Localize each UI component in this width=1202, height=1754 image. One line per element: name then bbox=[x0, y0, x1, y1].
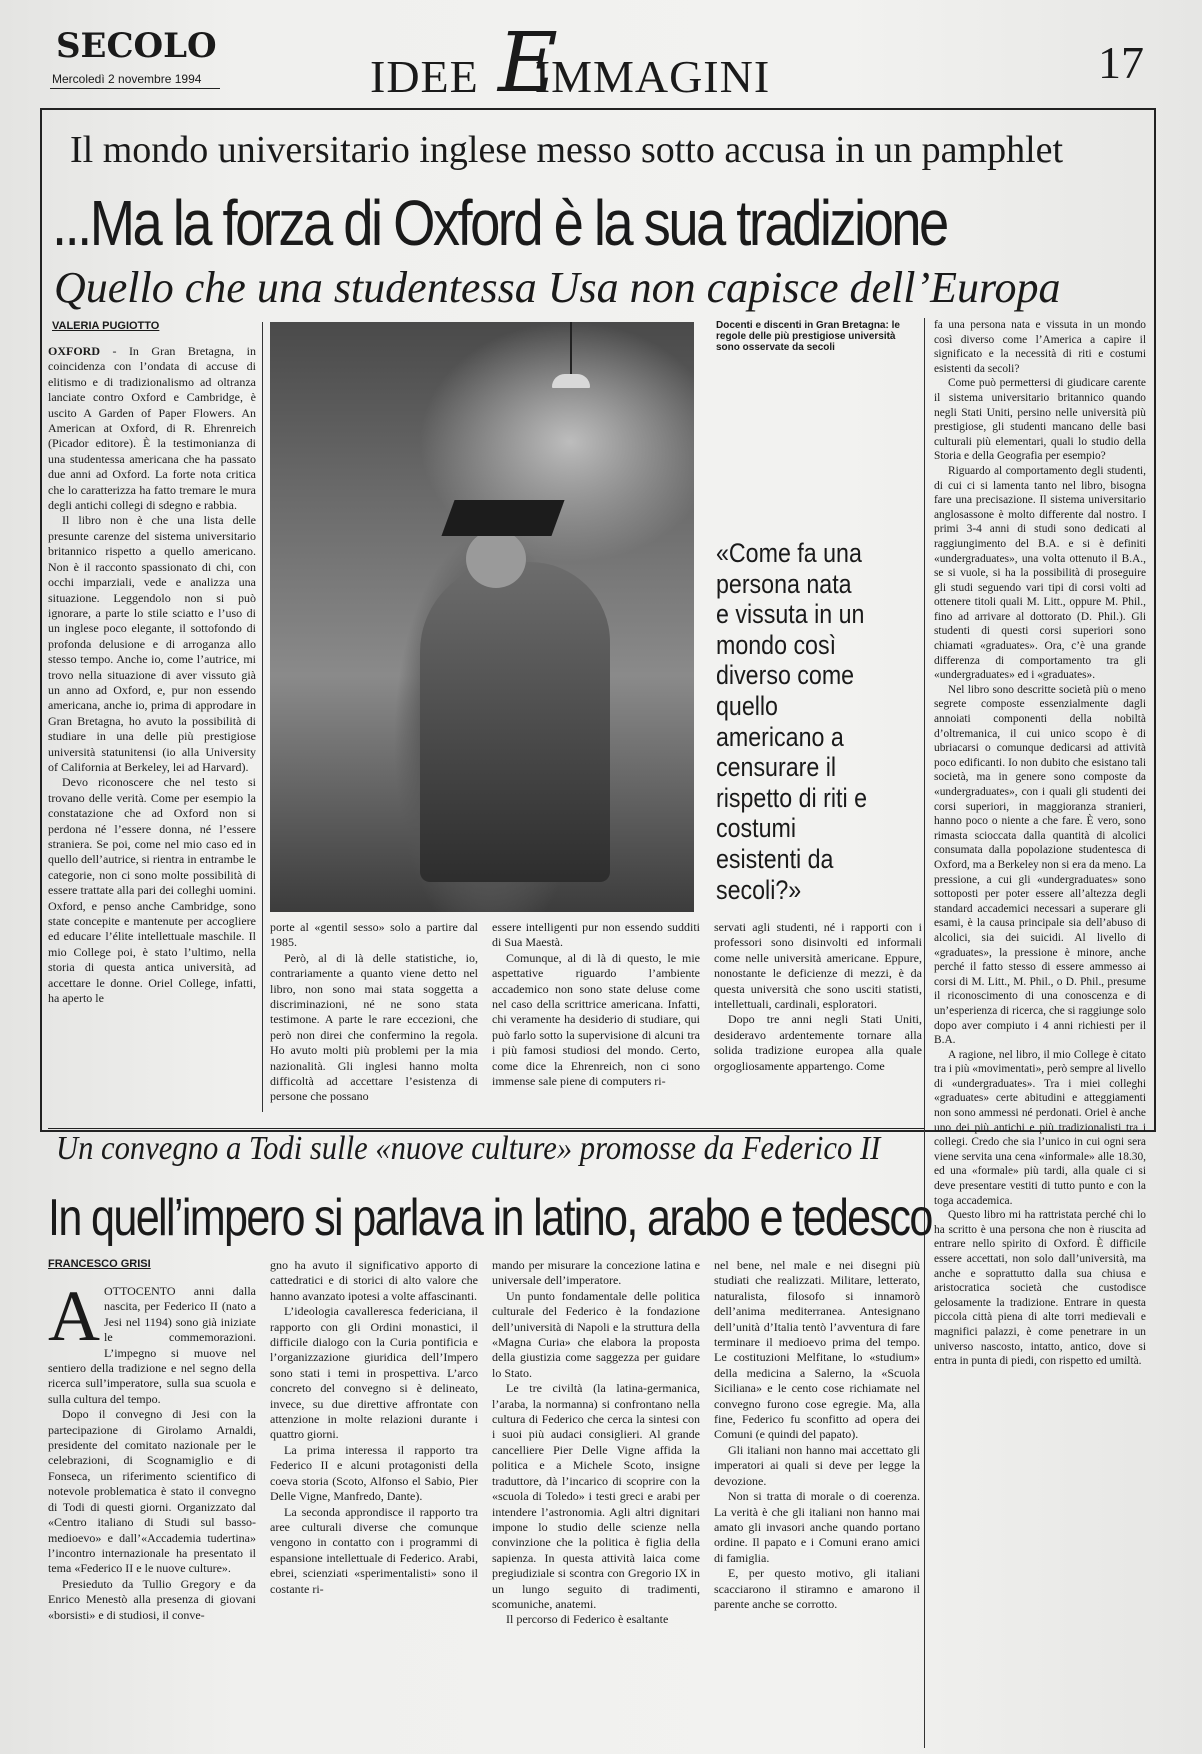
paragraph: Però, al di là delle statistiche, io, contrariamente a quanto viene detto nel libro, non sono mai stata soggetta a discriminazioni, né ne sono stata testimone. A parte le rare eccezioni, che però non direi che confermino la regola. Ho avuto molti più problemi per la mia nazionalità. Gli inglesi hanno molta difficoltà ad accettare l’esistenza di persone che possano bbox=[270, 950, 478, 1104]
article1-column-2 bbox=[270, 920, 478, 1106]
column-divider bbox=[262, 322, 263, 1112]
paragraph: OTTOCENTO anni dalla nascita, per Federico II (nato a Jesi nel 1194) sono già iniziate le commemorazioni. L’impegno si muove nel sentiero della tradizione e nel segno della ricerca sull’imperatore, sulla sua scuola e sulla cultura del tempo. bbox=[48, 1284, 256, 1406]
article1-photo bbox=[270, 322, 694, 912]
photo-lamp-cord bbox=[570, 322, 572, 376]
paragraph: mando per misurare la concezione latina e universale dell’imperatore. bbox=[492, 1258, 700, 1288]
paragraph: Nel libro sono descritte società più o meno segrete composte essenzialmente dagli annoiati componenti della nobiltà d’oltremanica, il cui unico scopo è di ubriacarsi o comunque dedicarsi ad attività poco edificanti. Io non dubito che esistano tali società, ma in genere sono composte da «undergraduates», con i quali gli studenti dei corsi superiori, in maggioranza stranieri, hanno poco o niente a che fare. È vero, sono rimasta scioccata dalla quantità di alcolici consumata dalla popolazione studentesca di Oxford, ma a Berkeley non si era da meno. La pressione, a cui gli «undergraduates» sono sottoposti per poter essere all’altezza degli standard accademici necessari a superare gli esami, è la causa principale sia dell’abuso di alcolici, sia dei suicidi. Al livello di «graduates», la pressione è minore, anche perché il fatto stesso di essere ammesso ai corsi di M. Litt., M. Phil., o D. Phil., presume il riconoscimento di una conoscenza e di un’esperienza di ricerca, che si raggiunge solo dopo aver compiuto i 4 anni richiesti per il B.A. bbox=[934, 683, 1146, 1047]
paragraph: porte al «gentil sesso» solo a partire dal 1985. bbox=[270, 920, 478, 950]
section-divider bbox=[48, 1128, 924, 1129]
paragraph: Il percorso di Federico è esaltante bbox=[506, 1612, 669, 1627]
paragraph: Riguardo al comportamento degli studenti, di cui ci si lamenta tanto nel libro, bisogna fare una precisazione. Il sistema universitario anglosassone è molto differente dal nostro. I primi 3-4 anni di studi sono dedicati al raggiungimento del B.A. e si è definiti «undergraduates», una volta ottenuto il B.A., se si vuole, si ha la possibilità di proseguire gli studi seguendo vari tipi di corsi volti ad ottenere titoli quali M. Litt., oppure M. Phil., fino ad arrivare al dottorato (D. Phil.). Gli studenti di questi corsi superiori sono chiamati «graduates». Ora, c’è una grande differenza di comportamento tra gli «undergraduates» ed i «graduates». bbox=[934, 464, 1146, 682]
section-script-initial: E bbox=[498, 16, 558, 111]
paragraph: La prima interessa il rapporto tra Federico II e alcuni protagonisti della coeva storia (Scoto, Alfonso el Sabio, Pier Delle Vigne, Manfredo, Dante). bbox=[270, 1442, 478, 1504]
article1-column-1 bbox=[48, 344, 256, 1104]
article1-pullquote: «Come fa una persona nata e vissuta in un mondo così diverso come quello americano a censurare il rispetto di riti e costumi esistenti da secoli?» bbox=[716, 538, 867, 905]
paragraph: E, per questo motivo, gli italiani scacciarono il stiramno e amarono il parente anche se corrotto. bbox=[714, 1566, 920, 1611]
photo-mortarboard bbox=[441, 500, 564, 536]
paragraph: Gli italiani non hanno mai accettato gli imperatori ai quali si deve per legge la devozione. bbox=[714, 1442, 920, 1488]
article2-column-2 bbox=[270, 1258, 478, 1746]
article2-column-3 bbox=[492, 1258, 700, 1746]
article2-column-4 bbox=[714, 1258, 920, 1746]
paragraph: nel bene, nel male e nei disegni più studiati che realizzati. Militare, letterato, naturalista, filosofo si innamorò dell’anima mediterranea. Antesignano dell’unità d’Italia tentò l’avventura di fare terminare il medioevo prima del tempo. Le costituzioni Melfitane, lo «studium» della medicina a Salerno, la «Scuola Siciliana» e le cento cose richiamate nel convegno furono cose egregie. Ma, alla fine, Federico fu sconfitto ad opera dei Comuni (e quindi del papato). bbox=[714, 1258, 920, 1442]
photo-figure-head bbox=[466, 530, 526, 588]
article2-kicker: Un convegno a Todi sulle «nuove culture» promosse da Federico II bbox=[56, 1130, 881, 1167]
article1-photo-caption: Docenti e discenti in Gran Bretagna: le regole delle più prestigiose università sono osservate da secoli bbox=[716, 320, 900, 353]
dateline: OXFORD bbox=[48, 344, 100, 358]
paragraph: essere intelligenti pur non essendo sudditi di Sua Maestà. bbox=[492, 920, 700, 950]
article1-subhead: Quello che una studentessa Usa non capisce dell’Europa bbox=[54, 263, 1061, 312]
paragraph: Questo libro mi ha rattristata perché chi lo ha scritto è una persona che non è riuscita ad entrare nello spirito di Oxford. È difficile essere accettati, non solo dall’università, ma anche e soprattutto dalla sua chiusa e aristocratica società che custodisce gelosamente la tradizione. Entrare in questa piccola città piena di alte torri medievali e magnifici palazzi, è come penetrare in un universo nascosto, intatto, antico, dove si entra in punta di piedi, con rispetto ed umiltà. bbox=[934, 1209, 1146, 1368]
paragraph: A ragione, nel libro, il mio College è citato tra i più «movimentati», però sempre al livello di «undergraduates». Tra i miei colleghi «graduates» certe abitudini e atteggiamenti non sono ammessi né perdonati. Oriel è anche uno dei più antichi e più tradizionalisti tra i collegi. Credo che sia l’unico in cui ogni sera viene servita una cena «informale» alle 18.30, ed una «formale» più tardi, alla quale ci si deve presentare vestiti di tutto punto e con la toga accademica. bbox=[934, 1048, 1146, 1207]
section-title bbox=[370, 50, 770, 103]
paragraph: Devo riconoscere che nel testo si trovano delle verità. Come per esempio la constatazione che ad Oxford non si perdona né l’essere donna, né l’essere straniera. Se poi, come nel mio caso ed in quello dell’autrice, si rientra in entrambe le categorie, non ci sono molte possibilità di essere trattate alla pari dei colleghi uomini. Oxford, e penso anche Cambridge, sono state concepite e mantenute per accogliere ed educare l’élite intellettuale maschile. Il mio College poi, è stato l’ultimo, nella storia di questa antica università, ad accettare le donne. Oriel College, infatti, ha aperto le bbox=[48, 775, 256, 1006]
article1-column-3 bbox=[492, 920, 700, 1106]
paragraph: Come può permettersi di giudicare carente il sistema universitario britannico quando negli Stati Uniti, persino nelle università più prestigiose, gli studenti mancano delle basi culturali più elementari, quali lo studio della Storia e della Geografia per esempio? bbox=[934, 377, 1146, 463]
issue-date: Mercoledì 2 novembre 1994 bbox=[52, 72, 202, 86]
article1-kicker: Il mondo universitario inglese messo sotto accusa in un pamphlet bbox=[70, 129, 1064, 171]
paragraph: La seconda approndisce il rapporto tra aree culturali diverse che comunque vengono in contatto con i programmi di espansione intellettuale di Federico. Arabi, ebrei, scienziati «sperimentalisti» sono il costante ri- bbox=[270, 1504, 478, 1596]
paragraph: L’ideologia cavalleresca federiciana, il rapporto con gli Ordini monastici, il difficile dialogo con la Curia pontificia e l’organizzazione giuridica dell’Impero sono stati i temi in prospettiva. L’arco concreto del convegno si è delineato, invece, su due direttive affrontate con attenzione in molte relazioni durante i quattro giorni. bbox=[270, 1304, 478, 1442]
column-divider bbox=[924, 318, 925, 1748]
photo-lampshade bbox=[552, 374, 590, 388]
paragraph: - In Gran Bretagna, in coincidenza con l’ondata di accuse di elitismo e di tradizionalismo ad oltranza lanciate contro Oxford e Cambridge, è uscito A Garden of Paper Flowers. An American at Oxford, di R. Ehrenreich (Picador editore). È la testimonianza di una studentessa americana che ha passato due anni ad Oxford. La forte nota critica che lo caratterizza ha fatto tremare le mura degli antichi collegi di sdegno e rabbia. bbox=[48, 344, 256, 513]
article1-column-4 bbox=[714, 920, 922, 1106]
article1-byline: VALERIA PUGIOTTO bbox=[52, 320, 160, 332]
article1-column-5 bbox=[934, 318, 1146, 1746]
paragraph: gno ha avuto il significativo apporto di cattedratici e di storici di alto valore che hanno avanzato ipotesi a volte affascinanti. bbox=[270, 1258, 478, 1303]
paragraph: fa una persona nata e vissuta in un mondo così diverso come l’America a capire il significato e la necessità di riti e costumi esistenti da secoli? bbox=[934, 319, 1146, 375]
paragraph: Dopo il convegno di Jesi con la partecipazione di Girolamo Arnaldi, presidente del comitato nazionale per le celebrazioni, di Scognamiglio e di Fonseca, un riferimento scientifico di notevole problematica è stato il convegno di Todi di questi giorni. Organizzato dal «Centro italiano di Studi sul basso-medioevo» e dall’«Accademia tudertina» l’incontro internazionale ha presentato il tema «Federico II e le nuove culture». bbox=[48, 1407, 256, 1576]
article2-byline: FRANCESCO GRISI bbox=[48, 1258, 151, 1270]
paragraph: Non si tratta di morale o di coerenza. La verità è che gli italiani non hanno mai amato gli invasori anche quando portano ordine. Il papato e i Comuni erano amici di famiglia. bbox=[714, 1489, 920, 1565]
newspaper-logo: SECOLO bbox=[56, 26, 217, 66]
section-title-left: IDEE bbox=[370, 51, 479, 102]
paragraph: Le tre civiltà (la latina-germanica, l’araba, la normanna) si confrontano nella cultura di Federico che cerca la sintesi con i suoi più audaci consiglieri. Al grande cancelliere Pier Delle Vigne affida la politica e a Michele Scoto, insigne traduttore, dà l’incarico di scoprire con la «scuola di Toledo» i testi greci e arabi per intendere l’astronomia. Agli altri dignitari impone lo studio delle scienze nella convinzione che la politica è figlia della sapienza. In questa attività laica come pregiudiziale si scontra con Gregorio IX in un lungo seguito di tradimenti, scomuniche, anatemi. bbox=[492, 1381, 700, 1611]
article1-headline: ...Ma la forza di Oxford è la sua tradizione bbox=[52, 187, 947, 259]
drop-cap: A bbox=[48, 1284, 100, 1356]
paragraph: Presieduto da Tullio Gregory e da Enrico Menestò alla presenza di giovani «borsisti» e di studiosi, il conve- bbox=[48, 1576, 256, 1622]
paragraph: servati agli studenti, né i rapporti con i professori sono disinvolti ed informali come nelle università americane. Eppure, nonostante le deficienze di mezzi, è da questa università che sono usciti statisti, intellettuali, cardinali, esploratori. bbox=[714, 920, 922, 1012]
article2-headline: In quell’impero si parlava in latino, arabo e tedesco bbox=[48, 1189, 932, 1247]
paragraph: Il libro non è che una lista delle presunte carenze del sistema universitario britannico rispetto a quello americano. Non è il racconto spassionato di chi, con occhi imparziali, vede e analizza una situazione. Leggendolo non si può ignorare, a parte lo stile sciatto e l’uso di un inglese poco elegante, il sottofondo di profonda delusione e di arroganza allo stesso tempo. Anche io, come l’autrice, mi trovo nella situazione di aver vissuto già un anno ad Oxford, e, pur non essendo americana, anche io, prima di approdare in Gran Bretagna, ho avuto la possibilità di studiare in una delle più prestigiose università statunitensi (io alla University of California at Berkeley, lei ad Harvard). bbox=[48, 513, 256, 774]
article2-column-1 bbox=[48, 1284, 256, 1746]
photo-figure-gown bbox=[420, 562, 610, 882]
masthead-rule bbox=[50, 88, 220, 89]
paragraph: Un punto fondamentale delle politica culturale del Federico è la fondazione dell’università di Napoli e la struttura della «Magna Curia» che elabora la proposta della giustizia come saggezza per guidare lo Stato. bbox=[492, 1288, 700, 1380]
section-title-right: IMMAGINI bbox=[534, 51, 771, 102]
page-number: 17 bbox=[1098, 37, 1144, 88]
paragraph: Comunque, al di là di questo, le mie aspettative riguardo l’ambiente accademico non sono state deluse come nel caso della scrittrice americana. Infatti, chi veramente ha desiderio di studiare, qui può farlo sotto la supervisione di alcuni tra i più famosi studiosi del mondo. Certo, come dice la Ehrenreich, non ci sono immense sale piene di computers ri- bbox=[492, 950, 700, 1089]
paragraph: Dopo tre anni negli Stati Uniti, desideravo ardentemente tornare alla solida tradizione europea alla quale orgogliosamente appartengo. Come bbox=[714, 1012, 922, 1073]
